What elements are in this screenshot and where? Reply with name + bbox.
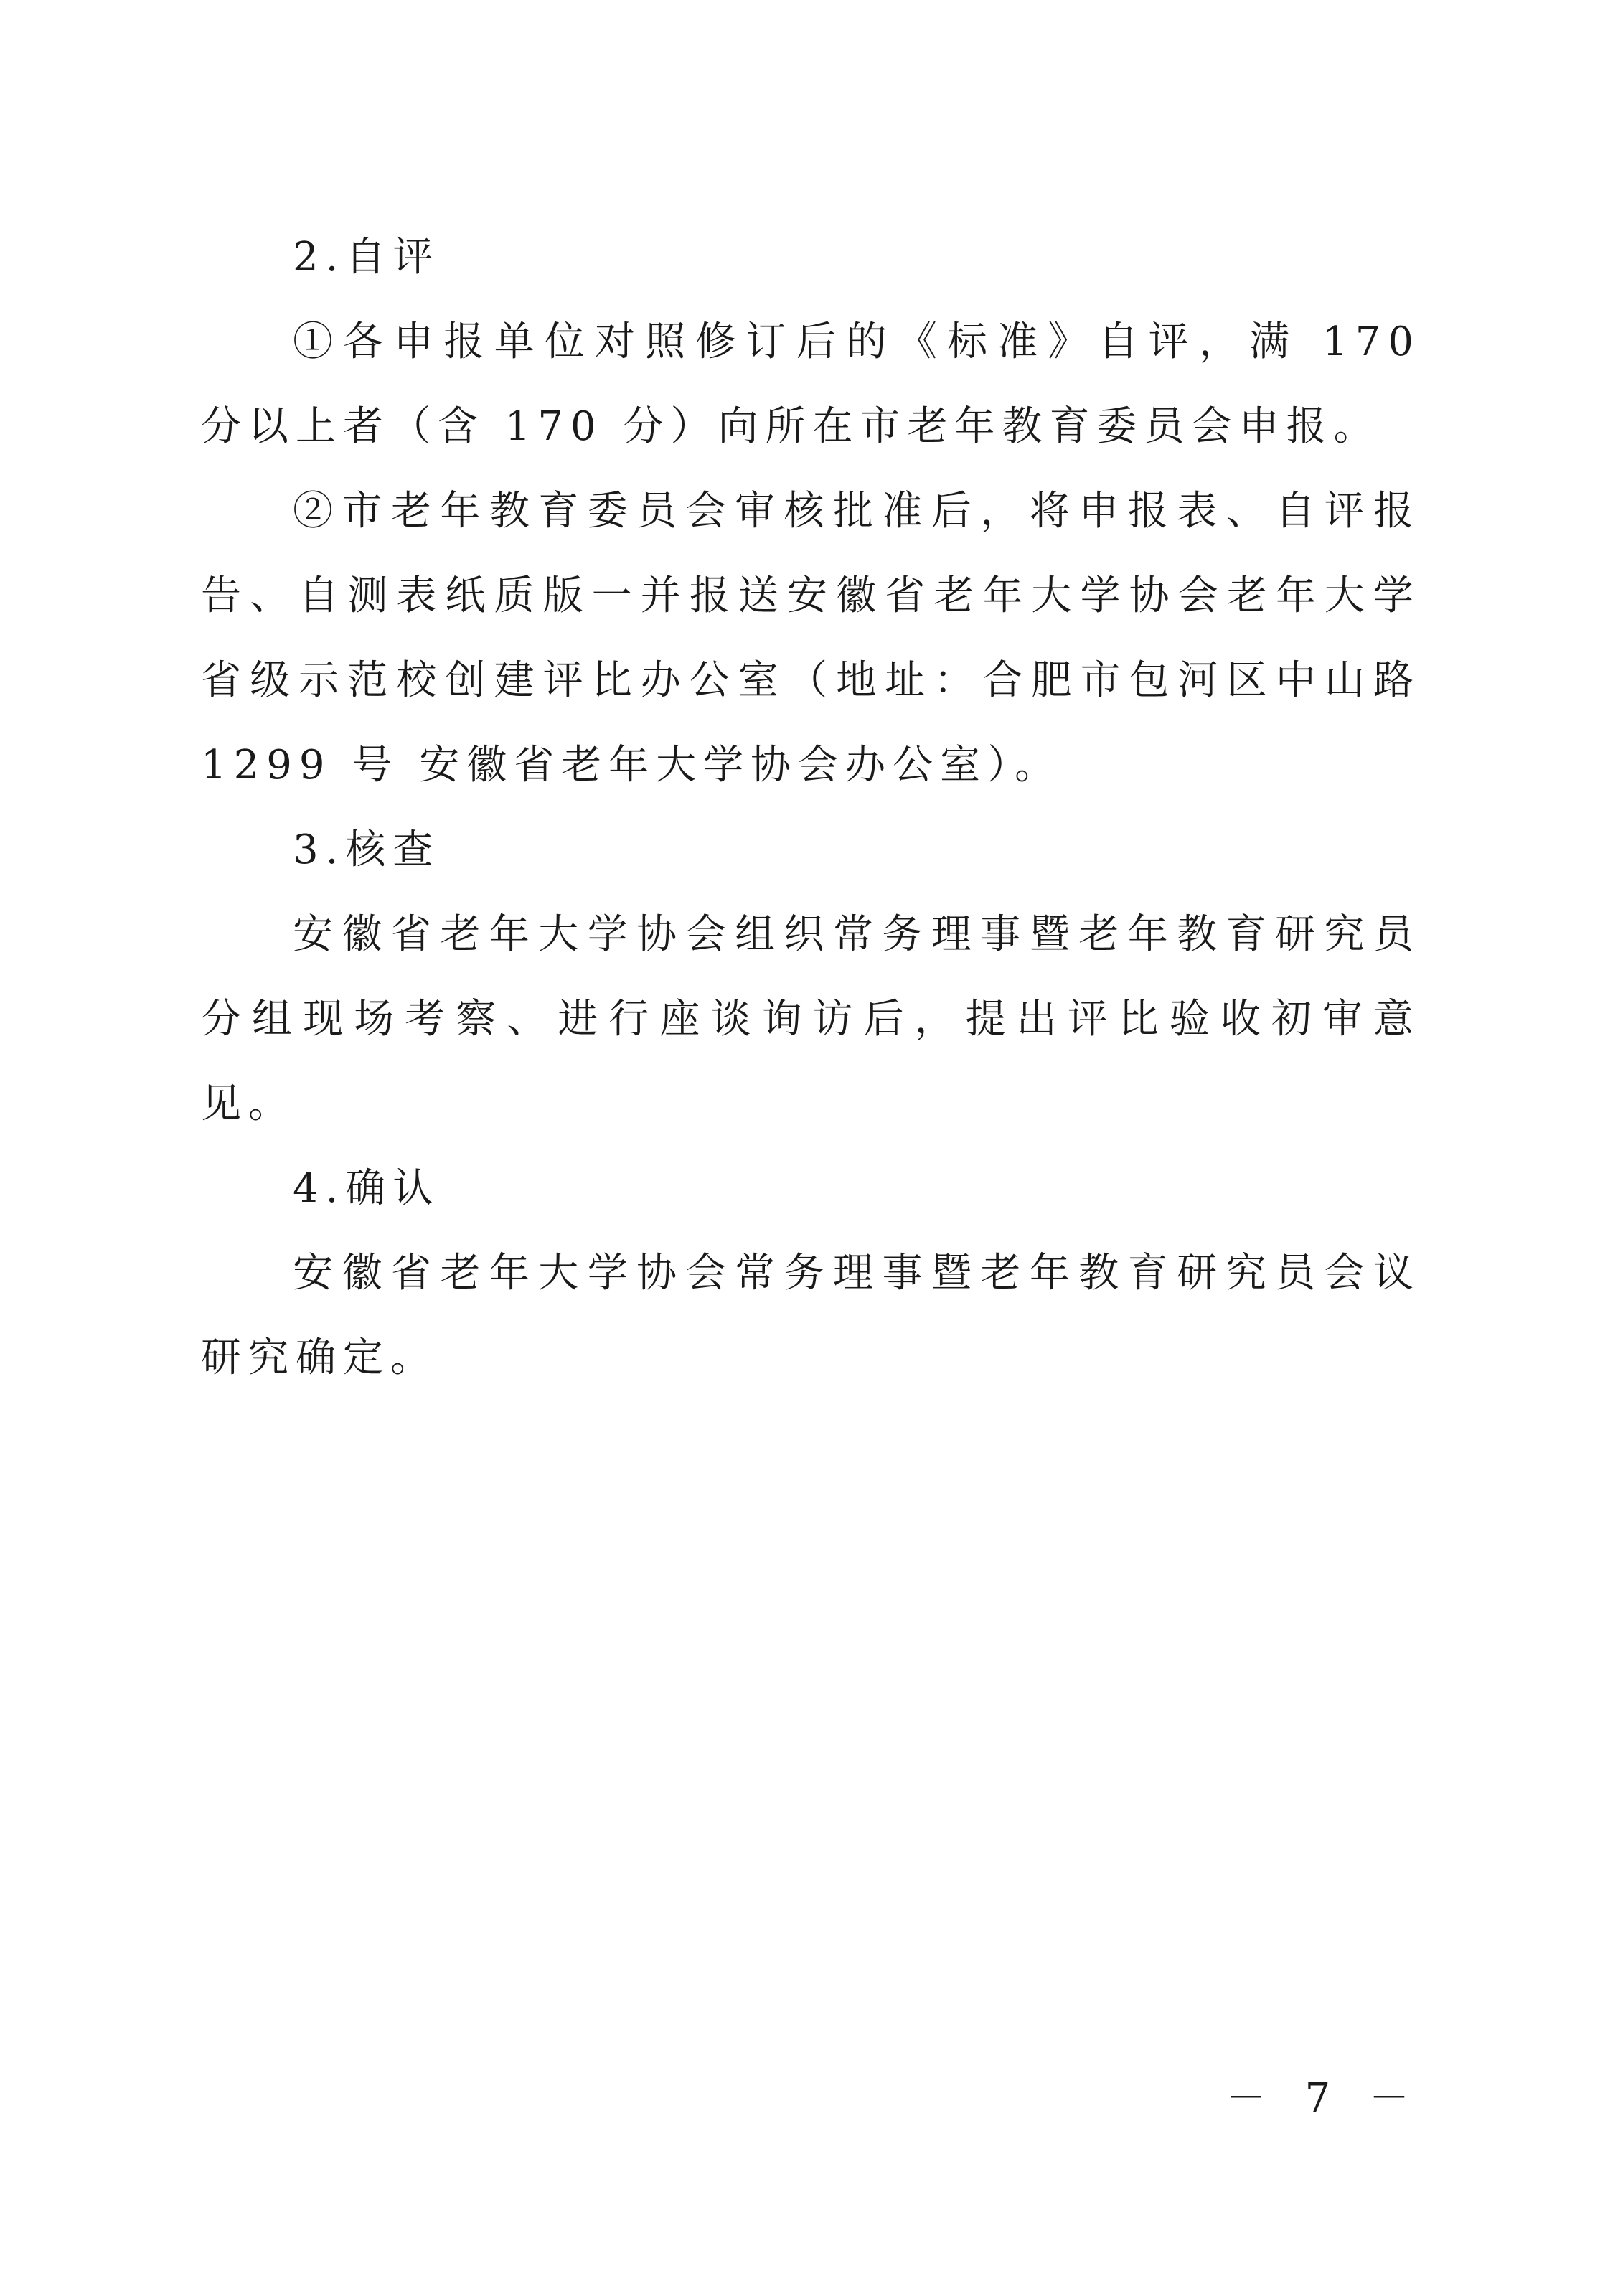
heading-inspection: 3.核查 xyxy=(293,827,441,873)
confirmation-body: 安徽省老年大学协会常务理事暨老年教育研究员会议研究确定。 xyxy=(201,1250,1421,1381)
self-eval-item-1: ①各申报单位对照修订后的《标准》自评，满 170 分以上者（含 170 分）向所在市老年教育委员会申报。 xyxy=(201,319,1421,450)
inspection-body: 安徽省老年大学协会组织常务理事暨老年教育研究员分组现场考察、进行座谈询访后，提出评比验收初审意见。 xyxy=(201,911,1421,1127)
self-eval-item-2: ②市老年教育委员会审核批准后，将申报表、自评报告、自测表纸质版一并报送安徽省老年大学协会老年大学省级示范校创建评比办公室（地址：合肥市包河区中山路 1299 号 安徽省老年大学协会办公室）。 xyxy=(201,488,1421,789)
heading-self-evaluation: 2.自评 xyxy=(293,234,441,281)
document-body xyxy=(201,215,1421,1401)
page-number: － 7 － xyxy=(1226,2075,1422,2122)
heading-confirmation: 4.确认 xyxy=(293,1165,441,1212)
